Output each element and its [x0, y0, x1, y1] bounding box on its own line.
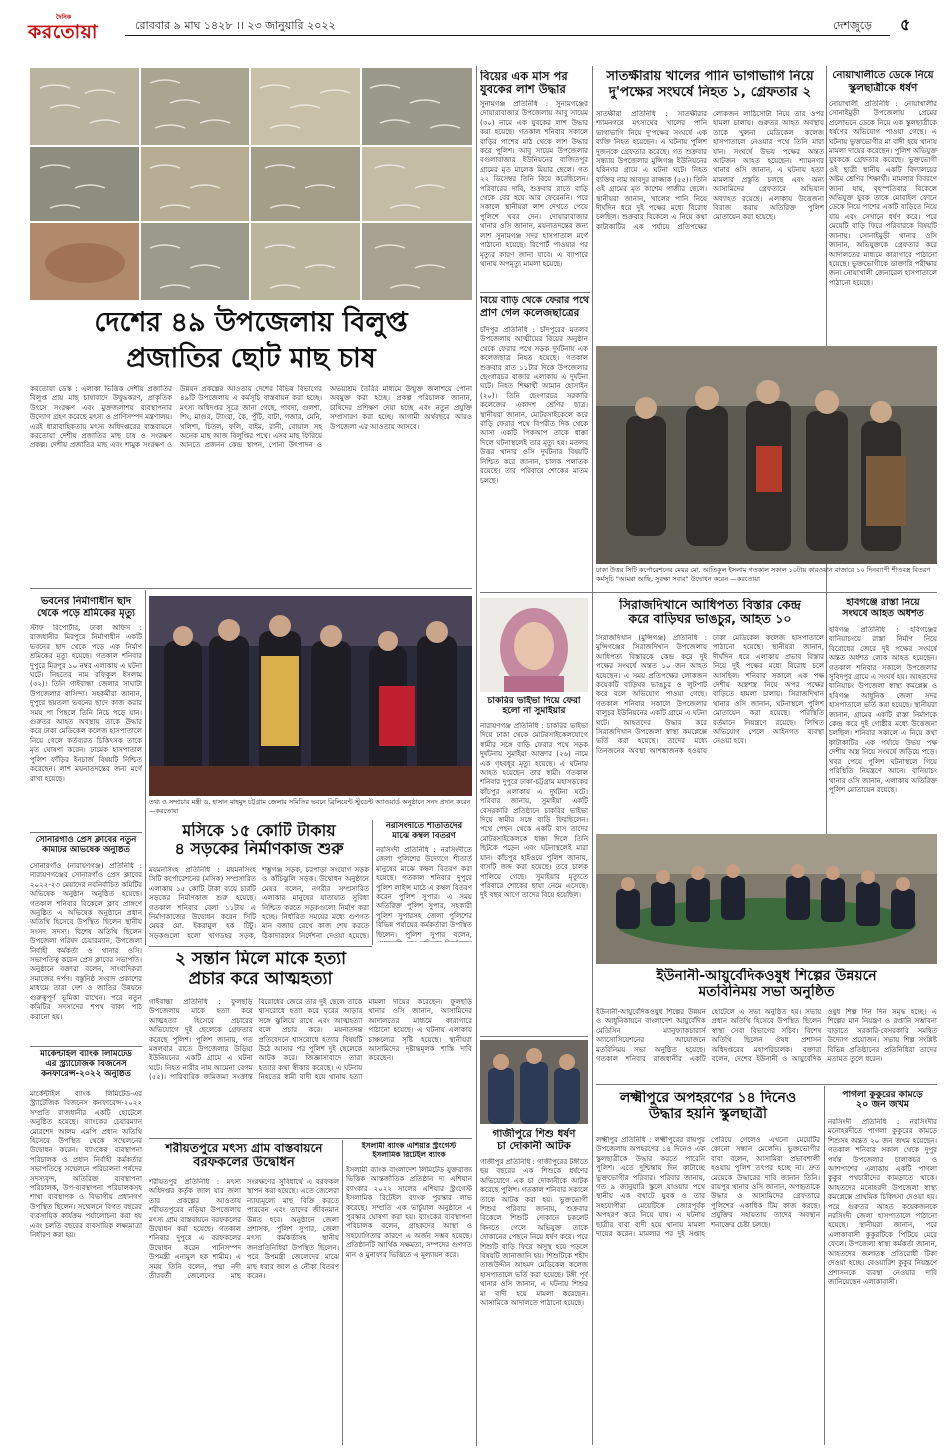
gazipur-photo	[480, 1040, 588, 1124]
ceremony-photo-caption: তথ্য ও সম্প্রচার মন্ত্রী ড. হাসান মাহমুদ চট্টগ্রাম জেলার সমিতির ভবনে ব্রিলিয়েন্ট স্টুডেন্ট অ্যাওয়ার্ড অনুষ্ঠানে সনদ প্রদান করেন —করতোয়া	[149, 798, 471, 815]
blanket-article-body: নরসিংদী প্রতিনিধি : নরসিংদীতে জেলা পুলিশের উদ্যোগে শীতার্ত মানুষের মাঝে কম্বল বিতরণ করা হয়েছে। গতকাল শনিবার দুপুরে পুলিশ লাইন্স মাঠে এ কম্বল বিতরণ করেন পুলিশ সুপার। এ সময় অতিরিক্ত পুলিশ সুপার, সহকারী পুলিশ সুপারসহ জেলা পুলিশের বিভিন্ন পর্যায়ের কর্মকর্তারা উপস্থিত ছিলেন। পুলিশ সুপার বলেন,	[376, 846, 472, 939]
divider	[596, 1084, 937, 1085]
habiganj-headline-line2: সংঘর্ষে আহত অর্ধশত	[842, 608, 924, 619]
unani-headline-line1: ইউনানী-আয়ুর্বেদিকওষুধ শিল্পের উন্নয়নে	[656, 968, 877, 984]
divider	[480, 592, 937, 593]
sonargaon-headline-line1: সোনারগাঁও প্রেস ক্লাবের নতুন	[35, 836, 137, 845]
gazipur-article-body: গাজীপুর প্রতিনিধি : গাজীপুরের টঙ্গীতে ছয় বছরের এক শিশুকে ধর্ষণের অভিযোগে এক চা দোকানীকে আটক করেছে পুলিশ। গতকাল শনিবার সকালে তাকে আটক করা হয়। ভুক্তভোগী শিশুর পরিবার জানায়, শুক্রবার বিকেলে শিশুটি দোকানে চকলেট কিনতে গেলে অভিযুক্ত তাকে দোকানের পেছনে নিয়ে ধর্ষণ করে। পরে শিশুটি বাড়ি ফিরে অসুস্থ হয়ে পড়লে বিষয়টি জানাজানি হয়। শিশুটিকে শহীদ তাজউদ্দীন আহমদ মেডিকেল কলেজ হাসপাতালে ভর্তি করা হয়েছে। টঙ্গী পূর্ব থানার ওসি জানান, এ ঘটনায় শিশুর মা বাদী হয়ে মামলা করেছেন। আসামিকে আদালতে পাঠানো হয়েছে।	[480, 1158, 588, 1308]
meeting-photo-image	[596, 834, 937, 964]
gazipur-headline-line2: চা দোকানী আটক	[497, 1140, 571, 1153]
road-headline-line2: ৪ সড়কের নির্মাণকাজ শুরু	[174, 840, 344, 859]
dhaka-photo-image	[596, 346, 937, 564]
fish-collage-image	[30, 68, 472, 300]
sumaiya-photo	[480, 598, 588, 692]
satkhira-headline-line1: সাতক্ষীরায় খালের পানি ভাগাভাগি নিয়ে	[606, 70, 814, 84]
bride-headline-line1: বিয়ে বাড়ি থেকে ফেরার পথে	[480, 296, 590, 306]
divider	[592, 66, 593, 606]
mercantile-article-body: মার্কেন্টাইল ব্যাংক লিমিটেড-এর স্ট্র্যাটেজিক বিজনেস কনফারেন্স-২০২২ সম্প্রতি রাজধানীর একটি হোটেলে অনুষ্ঠিত হয়েছে। ব্যাংকের চেয়ারম্যান মোরশেদ আলম এমপি প্রধান অতিথি হিসেবে উপস্থিত থেকে সম্মেলনের উদ্বোধন করেন। ব্যাংকের ব্যবস্থাপনা পরিচালক ও প্রধান নির্বাহী কর্মকর্তার সভাপতিত্বে সম্মেলনে পরিচালনা পর্ষদের সদস্যবৃন্দ, অতিরিক্ত ব্যবস্থাপনা পরিচালক, উপ-ব্যবস্থাপনা পরিচালকসহ শাখা ব্যবস্থাপক ও বিভাগীয় প্রধানগণ উপস্থিত ছিলেন। সম্মেলনে বিগত বছরের ব্যবসায়িক কার্যক্রম পর্যালোচনা করা হয় এবং চলতি বছরের ব্যবসায়িক লক্ষ্যমাত্রা নির্ধারণ করা হয়।	[30, 1090, 142, 1240]
divider	[480, 292, 590, 293]
lakshmipur-headline-line2: উদ্ধার হয়নি স্কুলছাত্রী	[649, 1106, 767, 1123]
shariatpur-article-body: শরীয়তপুর প্রতিনিধি : মৎস্য অধিদপ্তর কর্তৃক জাল যার জলা তার প্রকল্পের আওতায় শরীয়তপুরের নড়িয়া উপজেলায় মৎস্য গ্রাম বাস্তবায়নে বরফকলের উদ্বোধন করা হয়েছে। গতকাল শনিবার দুপুরে এ বরফকলের উদ্বোধন করেন পানিসম্পদ উপমন্ত্রী এনামুল হক শামীম। এ সময় তিনি বলেন, পদ্মা নদী তীরবর্তী জেলেদের মাছ সংরক্ষণের সুবিধার্থে এ বরফকল স্থাপন করা হয়েছে। এতে জেলেরা ন্যায্যমূল্যে মাছ বিক্রি করতে পারবেন এবং তাদের জীবনমান উন্নত হবে। অনুষ্ঠানে জেলা প্রশাসক, পুলিশ সুপার, জেলা মৎস্য কর্মকর্তাসহ স্থানীয় জনপ্রতিনিধিরা উপস্থিত ছিলেন। পরে উপমন্ত্রী জেলেদের মাঝে মাছ ধরার জাল ও নৌকা বিতরণ করেন।	[149, 1178, 339, 1281]
murder-headline-line2: যুবকের লাশ উদ্ধার	[480, 83, 566, 97]
shariatpur-headline-line1: শরীয়তপুরে মৎস্য গ্রাম বাস্তবায়নে	[165, 1142, 323, 1155]
divider	[826, 594, 827, 854]
suicide-headline	[149, 950, 372, 989]
murder-headline-line1: বিয়ের এক মাস পর	[480, 70, 568, 83]
unani-headline-line2: মতবিনিময় সভা অনুষ্ঠিত	[698, 984, 835, 1001]
bride-headline	[480, 296, 590, 319]
sirajdikhan-headline-line1: সিরাজদিখানে আধিপত্য বিস্তার কেন্দ্র	[619, 598, 801, 612]
blanket-headline-line1: নরসিংদীতে শীতার্তদের	[385, 822, 463, 831]
lakshmipur-headline	[596, 1090, 820, 1122]
shariatpur-headline	[149, 1142, 339, 1171]
meeting-photo	[596, 834, 937, 964]
masthead-logo	[28, 12, 118, 42]
divider	[372, 820, 373, 945]
page-number: ৫	[900, 15, 911, 34]
islami-headline-line1: ইসলামী ব্যাংক এশিয়ার স্ট্রংগেস্ট	[361, 1142, 457, 1150]
suicide-girl-headline	[480, 696, 588, 717]
habiganj-headline-line1: হবিগঞ্জে রাস্তা নিয়ে	[846, 598, 920, 608]
road-headline-line1: মসিকে ১৫ কোটি টাকায়	[182, 822, 336, 840]
ceremony-photo-image	[149, 596, 472, 796]
fish-headline	[30, 305, 472, 377]
shariatpur-headline-line2: বরফকলের উদ্বোধন	[193, 1155, 295, 1170]
road-article-body: ময়মনসিংহ প্রতিনিধি : ময়মনসিংহ সিটি কর্পোরেশনের (মসিক) সম্প্রসারিত এলাকায় ১৫ কোটি টাকা ব্যয়ে চারটি সড়কের নির্মাণকাজ শুরু হয়েছে। গতকাল শনিবার বেলা ১১টায় এ নির্মাণকাজের উদ্বোধন করেন সিটি মেয়র মো. ইকরামুল হক টিটু। সড়কগুলো হলো খাগডহর সড়ক, শম্ভুগঞ্জ সড়ক, চরপাড়া সংযোগ সড়ক ও কাঁচিঝুলি সড়ক। উদ্বোধন অনুষ্ঠানে মেয়র বলেন, নগরীর সম্প্রসারিত এলাকার মানুষের যাতায়াত সুবিধা নিশ্চিত করতে সড়কগুলো নির্মাণ করা হচ্ছে। নির্ধারিত সময়ের মধ্যে গুণগত মান বজায় রেখে কাজ শেষ করতে ঠিকাদারদের নির্দেশনা দেওয়া হয়েছে।	[149, 866, 369, 940]
dog-headline	[828, 1090, 937, 1111]
dhaka-photo-caption: ঢাকা উত্তর সিটি কর্পোরেশনের মেয়র মো. আতিকুল ইসলাম গতকাল সকাল ১০টায় কারওয়ান বাজারে ১০ দিনব্যাপী শীতবস্ত্র বিতরণ কর্মসূচি "আমরা আছি, সুরক্ষা সবার" উদ্বোধন করেন —করতোয়া	[596, 566, 931, 583]
divider	[342, 1140, 343, 1445]
noakhali-headline-line2: স্কুলছাত্রীকে ধর্ষণ	[848, 81, 918, 94]
fish-article-body: করতোয়া ডেস্ক : এলাকা ভিত্তিক দেশীয় প্রজাতির বিলুপ্ত প্রায় মাছ চাষাবাদে উদ্বুদ্ধকরণ, প্রাকৃতিক উৎসে সংরক্ষণ এবং মুক্তজলাশয় ব্যবস্থাপনার উদ্যোগ গ্রহণ করেছে মৎস্য ও প্রাণিসম্পদ মন্ত্রণালয়। এরই ধারাবাহিকতায় মৎস্য অধিদপ্তরের বাস্তবায়নে করতোয়া দেশীয় প্রজাতির মাছ চাষ ও সংরক্ষণ প্রকল্প। দেশীয় প্রজাতির মাছ এবং শামুক সংরক্ষণ ও উন্নয়ন প্রকল্পের আওতায় দেশের বিভিন্ন বিভাগের ৪৯টি উপজেলায় এ কর্মসূচি বাস্তবায়ন করা হচ্ছে। মৎস্য অধিদপ্তর সূত্রে জানা গেছে, পাবদা, গুলশা, শিং, মাগুর, ট্যাংরা, কৈ, পুঁটি, বাটা, গজার, মেনি, খলিশা, চিতল, ফলি, বাইম, রানী, বোয়াল সহ অনেক মাছ আজ বিলুপ্তির পথে। এসব মাছ ফিরিয়ে আনতে প্রজনন কেন্দ্র স্থাপন, পোনা উৎপাদন ও অভয়াশ্রম তৈরির মাধ্যমে উন্মুক্ত জলাশয়ে পোনা অবমুক্ত করা হচ্ছে। প্রকল্প পরিচালক জানান, চাষিদের প্রশিক্ষণ দেয়া হচ্ছে এবং নতুন প্রযুক্তি সম্প্রসারণ করা হচ্ছে। আগামী অর্থবছরে আরও উপজেলা এর আওতায় আসবে।	[30, 385, 472, 450]
divider	[592, 594, 593, 1445]
fish-collage	[30, 68, 472, 300]
sonargaon-headline	[30, 836, 142, 856]
divider	[480, 1036, 588, 1037]
dog-headline-line2: ২০ জন জখম	[855, 1100, 910, 1111]
ceremony-photo	[149, 596, 472, 796]
divider	[30, 832, 142, 833]
mercantile-headline-line3: কনফারেন্স-২০২২ অনুষ্ঠিত	[41, 1069, 131, 1079]
blanket-headline	[376, 822, 472, 842]
issue-date: রোববার ৯ মাঘ ১৪২৮ ।। ২৩ জানুয়ারি ২০২২	[135, 19, 336, 32]
bride-headline-line2: প্রাণ গেল কলেজছাত্রের	[480, 306, 580, 319]
mercantile-headline-line2: এর স্ট্র্যাটেজিক বিজনেস	[45, 1059, 127, 1069]
suicide-article-body: গাইবান্ধা প্রতিনিধি : ফুলছড়ি উপজেলায় মাকে হত্যা করে আত্মহত্যা হিসেবে প্রচারের অভিযোগে দুই ছেলেকে গ্রেফতার করেছে পুলিশ। পুলিশ জানায়, গত মঙ্গলবার রাতে উপজেলার উড়িয়া ইউনিয়নের একটি গ্রামে এ ঘটনা ঘটে। নিহত নারীর নাম আমেনা বেগম (৫৫)। পারিবারিক জমিজমা সংক্রান্ত বিরোধের জেরে তার দুই ছেলে তাকে শ্বাসরোধে হত্যা করে ঘরের আড়ার সঙ্গে ঝুলিয়ে রাখে এবং আত্মহত্যা বলে প্রচার করে। ময়নাতদন্ত প্রতিবেদনে শ্বাসরোধে হত্যার বিষয়টি উঠে আসার পর পুলিশ দুই ছেলেকে আটক করে। জিজ্ঞাসাবাদে তারা হত্যার কথা স্বীকার করেছে। এ ঘটনায় নিহতের স্বামী বাদী হয়ে থানায় হত্যা মামলা দায়ের করেছেন। ফুলছড়ি থানার ওসি জানান, আসামিদের আদালতের মাধ্যমে কারাগারে পাঠানো হয়েছে। এ ঘটনায় এলাকায় চাঞ্চল্যের সৃষ্টি হয়েছে। স্থানীয়রা আসামিদের দৃষ্টান্তমূলক শাস্তি দাবি করেছেন।	[149, 998, 472, 1082]
satkhira-article-body: সাতক্ষীরা প্রতিনিধি : সাতক্ষীরার শ্যামনগরে মৎস্যঘের খালের পানি ভাগাভাগি নিয়ে দু'পক্ষের সংঘর্ষে এক ব্যক্তি নিহত হয়েছেন। এ ঘটনায় পুলিশ দুজনকে গ্রেফতার করেছে। গত শুক্রবার সন্ধ্যায় উপজেলার মুন্সিগঞ্জ ইউনিয়নের হরিনগর গ্রামে এ ঘটনা ঘটে। নিহত ব্যক্তির নাম আবদুর রাজ্জাক (৫৫)। তিনি ওই গ্রামের মৃত কাশেম গাজীর ছেলে। স্থানীয়রা জানান, খালের পানি নিয়ে দীর্ঘদিন ধরে দুই পক্ষের মধ্যে বিরোধ চলছিল। শুক্রবার বিকেলে এ নিয়ে কথা কাটাকাটির এক পর্যায়ে প্রতিপক্ষের লোকজন লাঠিসোটা নিয়ে তার ওপর হামলা চালায়। গুরুতর আহত অবস্থায় তাকে খুলনা মেডিকেল কলেজ হাসপাতালে নেওয়ার পথে তিনি মারা যান। সংঘর্ষে উভয় পক্ষের অন্তত আটজন আহত হয়েছেন। শ্যামনগর থানার ওসি জানান, এ ঘটনায় হত্যা মামলার প্রস্তুতি চলছে এবং অন্য আসামিদের গ্রেফতারে অভিযান অব্যাহত রয়েছে। এলাকায় উত্তেজনা বিরাজ করায় অতিরিক্ত পুলিশ মোতায়েন করা হয়েছে।	[596, 110, 824, 231]
sirajdikhan-headline	[596, 598, 824, 627]
worker-headline-line1: ভবনের নির্মাণাধীন ছাদ	[40, 596, 132, 607]
islami-article-body: ইসলামী ব্যাংক বাংলাদেশ লিমিটেড যুক্তরাজ্য ভিত্তিক আন্তর্জাতিক প্রতিষ্ঠান দ্য এশিয়ান ব্যাংকার ২০২২ সালের এশিয়ার স্ট্রংগেস্ট ইসলামিক রিটেইল ব্যাংক পুরস্কার লাভ করেছে। সম্প্রতি এক ভার্চুয়াল অনুষ্ঠানে এ পুরস্কার ঘোষণা করা হয়। ব্যাংকের ব্যবস্থাপনা পরিচালক বলেন, গ্রাহকদের আস্থা ও সহযোগিতার কারণে এ অর্জন সম্ভব হয়েছে। প্রতিষ্ঠানটি আর্থিক সক্ষমতা, সম্পদের গুণগত মান ও মুনাফার ভিত্তিতে এ মূল্যায়ন করে।	[346, 1166, 472, 1259]
divider	[149, 946, 372, 947]
noakhali-headline-line1: নোয়াখালীতে ডেকে নিয়ে	[832, 70, 934, 81]
lakshmipur-headline-line1: লক্ষ্মীপুরে অপহরণের ১৪ দিনেও	[619, 1090, 797, 1106]
worker-headline-line2: থেকে পড়ে শ্রমিকের মৃত্যু	[36, 607, 136, 619]
divider	[824, 1086, 825, 1445]
sirajdikhan-headline-line2: করে বাড়িঘর ভাঙচুর, আহত ১০	[628, 612, 792, 627]
divider	[30, 1046, 142, 1047]
satkhira-headline	[596, 70, 824, 100]
dog-article-body: নরসিংদী প্রতিনিধি : নরসিংদীর মনোহরদীতে পাগলা কুকুরের কামড়ে শিশুসহ অন্তত ২০ জন জখম হয়েছেন। গতকাল শনিবার সকাল থেকে দুপুর পর্যন্ত উপজেলার চালাকচর ও আশপাশের এলাকায় একটি পাগলা কুকুর পথচারীদের কামড়াতে থাকে। আহতদের মনোহরদী উপজেলা স্বাস্থ্য কমপ্লেক্সে প্রাথমিক চিকিৎসা দেওয়া হয়। পরে গুরুতর আহত কয়েকজনকে নরসিংদী জেলা হাসপাতালে পাঠানো হয়েছে। স্থানীয়রা জানান, পরে এলাকাবাসী কুকুরটিকে পিটিয়ে মেরে ফেলে। উপজেলা স্বাস্থ্য কর্মকর্তা জানান, আহতদের জলাতঙ্ক প্রতিরোধী টিকা দেওয়া হচ্ছে। বেওয়ারিশ কুকুর নিয়ন্ত্রণে প্রশাসনকে ব্যবস্থা নেওয়ার দাবি জানিয়েছেন এলাকাবাসী।	[828, 1118, 937, 1286]
unani-headline	[596, 968, 937, 1000]
masthead	[0, 0, 945, 62]
sumaiya-photo-image	[480, 598, 588, 692]
murder-article-body: সুনামগঞ্জ প্রতিনিধি : সুনামগঞ্জের দোয়ারাবাজার উপজেলায় আবু সায়েম (৩০) নামে এক যুবকের লাশ উদ্ধার করা হয়েছে। গতকাল শনিবার সকালে বাড়ির পাশের মাঠ থেকে লাশ উদ্ধার করে পুলিশ। আবু সায়েম উপজেলার বগুলাবাজার ইউনিয়নের বাজিতপুর গ্রামের মৃত মালেক মিয়ার ছেলে। গত ২২ ডিসেম্বর তিনি বিয়ে করেছিলেন। পরিবারের দাবি, শুক্রবার রাতে বাড়ি থেকে বের হয়ে আর ফেরেননি। পরে সকালে স্থানীয়রা লাশ দেখতে পেয়ে পুলিশে খবর দেন। দোয়ারাবাজার থানার ওসি জানান, ময়নাতদন্তের জন্য লাশ সুনামগঞ্জ সদর হাসপাতাল মর্গে পাঠানো হয়েছে। রিপোর্ট পাওয়ার পর মৃত্যুর কারণ জানা যাবে। এ ব্যাপারে থানায় অপমৃত্যু মামলা হয়েছে।	[480, 100, 588, 268]
mercantile-headline	[30, 1050, 142, 1079]
dhaka-photo	[596, 346, 937, 564]
section-name: দেশজুড়ে	[833, 19, 872, 32]
suicide-girl-article-body: নারায়ণগঞ্জ প্রতিনিধি : চাকরির ভাইভা দিয়ে ঢাকা থেকে মোটরসাইকেলযোগে স্বামীর সঙ্গে বাড়ি ফেরার পথে সড়ক দুর্ঘটনায় সুমাইয়া আক্তার (২৬) নামে এক গৃহবধূর মৃত্যু হয়েছে। এ ঘটনায় আহত হয়েছেন তার স্বামী। গতকাল শনিবার দুপুরে ঢাকা-চট্টগ্রাম মহাসড়কের কাঁচপুর এলাকায় এ দুর্ঘটনা ঘটে। পরিবার জানায়, সুমাইয়া একটি বেসরকারি প্রতিষ্ঠানে চাকরির ভাইভা দিয়ে স্বামীর সঙ্গে বাড়ি ফিরছিলেন। পথে পেছন থেকে একটি বাস তাদের মোটরসাইকেলকে ধাক্কা দিলে তিনি ছিটকে পড়েন এবং ঘটনাস্থলেই মারা যান। কাঁচপুর হাইওয়ে পুলিশ জানায়, বাসটি জব্দ করা হয়েছে। তবে চালক পালিয়ে গেছে। সুমাইয়ার মৃত্যুতে পরিবারে শোকের ছায়া নেমে এসেছে। দুই বছর আগে তাদের বিয়ে হয়েছিল।	[480, 722, 588, 900]
habiganj-headline	[829, 598, 937, 620]
lakshmipur-article-body: লক্ষ্মীপুর প্রতিনিধি : লক্ষ্মীপুরের রায়পুর উপজেলায় অপহরণের ১৪ দিনেও এক স্কুলছাত্রীকে উদ্ধার করতে পারেনি পুলিশ। এতে দুশ্চিন্তায় দিন কাটাচ্ছে ভুক্তভোগীর পরিবার। পরিবার জানায়, গত ৯ জানুয়ারি স্কুলে যাওয়ার পথে স্থানীয় এক বখাটে যুবক ও তার সহযোগীরা মেয়েটিকে জোরপূর্বক অপহরণ করে নিয়ে যায়। এ ঘটনায় ছাত্রীর বাবা বাদী হয়ে থানায় মামলা দায়ের করেন। মামলার পর দুই সপ্তাহ পেরিয়ে গেলেও এখনো মেয়েটির কোনো সন্ধান মেলেনি। ভুক্তভোগীর বাবা বলেন, আসামিরা প্রভাবশালী হওয়ায় পুলিশ তৎপর হচ্ছে না। দ্রুত মেয়েকে উদ্ধারের দাবি জানান তিনি। রায়পুর থানার ওসি জানান, অপহৃতাকে উদ্ধার ও আসামিদের গ্রেফতারে পুলিশের একাধিক টিম কাজ করছে। প্রযুক্তির সহায়তায় তাদের অবস্থান শনাক্তের চেষ্টা চলছে।	[596, 1136, 820, 1239]
fish-headline-line1: দেশের ৪৯ উপজেলায় বিলুপ্ত	[94, 307, 408, 338]
noakhali-article-body: নোয়াখালী প্রতিনিধি : নোয়াখালীর সোনাইমুড়ী উপজেলায় প্রেমের প্রলোভনে ডেকে নিয়ে এক স্কুলছাত্রীকে ধর্ষণের অভিযোগ পাওয়া গেছে। এ ঘটনায় ভুক্তভোগীর মা বাদী হয়ে থানায় মামলা দায়ের করেছেন। পুলিশ অভিযুক্ত যুবককে গ্রেফতার করেছে। ভুক্তভোগী ওই ছাত্রী স্থানীয় একটি বিদ্যালয়ের অষ্টম শ্রেণির শিক্ষার্থী। মামলার বিবরণে জানা যায়, বৃহস্পতিবার বিকেলে অভিযুক্ত যুবক তাকে মোবাইল ফোনে ডেকে নিয়ে পাশের একটি বাড়িতে নিয়ে যায় এবং সেখানে ধর্ষণ করে। পরে মেয়েটি বাড়ি ফিরে পরিবারকে বিষয়টি জানায়। সোনাইমুড়ী থানার ওসি জানান, অভিযুক্তকে গ্রেফতার করে আদালতের মাধ্যমে কারাগারে পাঠানো হয়েছে। ভুক্তভোগীকে ডাক্তারি পরীক্ষার জন্য নোয়াখালী জেনারেল হাসপাতালে পাঠানো হয়েছে।	[829, 100, 937, 287]
satkhira-headline-line2: দু'পক্ষের সংঘর্ষে নিহত ১, গ্রেফতার ২	[608, 84, 812, 100]
unani-article-body: ইউনানী-আয়ুর্বেদিকওষুধ শিল্পের উন্নয়ন ও আধুনিকায়নে বাংলাদেশ আয়ুর্বেদিক মেডিসিন ম্যানুফ্যাকচারার্স অ্যাসোসিয়েশনের আয়োজনে মতবিনিময় সভা অনুষ্ঠিত হয়েছে। গতকাল শনিবার রাজধানীর একটি হোটেলে এ সভা অনুষ্ঠিত হয়। সভায় প্রধান অতিথি হিসেবে উপস্থিত ছিলেন স্বাস্থ্য সেবা বিভাগের সচিব। বিশেষ অতিথি ছিলেন ঔষধ প্রশাসন অধিদপ্তরের মহাপরিচালক। বক্তারা বলেন, দেশের ইউনানী ও আয়ুর্বেদিক ওষুধ শিল্প দিন দিন সমৃদ্ধ হচ্ছে। এ শিল্পের মান নিয়ন্ত্রণ ও রপ্তানি সম্ভাবনা বাড়াতে সরকারি-বেসরকারি সমন্বিত উদ্যোগ প্রয়োজন। সভায় শিল্প সংশ্লিষ্ট বিভিন্ন প্রতিষ্ঠানের প্রতিনিধিরা তাদের মতামত তুলে ধরেন।	[596, 1008, 937, 1064]
divider	[145, 590, 146, 945]
sonargaon-article-body: সোনারগাঁও (নারায়ণগঞ্জ) প্রতিনিধি : নারায়ণগঞ্জের সোনারগাঁও প্রেস ক্লাবের ২০২২-২৩ মেয়াদের নবনির্বাচিত কমিটির অভিষেক অনুষ্ঠান অনুষ্ঠিত হয়েছে। গতকাল শনিবার বিকেলে ক্লাব প্রাঙ্গণে অনুষ্ঠিত এ অভিষেক অনুষ্ঠানে প্রধান অতিথি হিসেবে উপস্থিত ছিলেন স্থানীয় সংসদ সদস্য। বিশেষ অতিথি ছিলেন উপজেলা পরিষদ চেয়ারম্যান, উপজেলা নির্বাহী কর্মকর্তা ও থানার ওসি। সভাপতিত্ব করেন প্রেস ক্লাবের সভাপতি। অনুষ্ঠানে বক্তারা বলেন, সাংবাদিকরা সমাজের দর্পণ। বস্তুনিষ্ঠ সংবাদ প্রকাশের মাধ্যমে তারা দেশ ও জাতির উন্নয়নে গুরুত্বপূর্ণ ভূমিকা রাখেন। পরে নতুন কমিটির সদস্যদের শপথ বাক্য পাঠ করানো হয়।	[30, 862, 142, 1021]
road-headline	[149, 822, 369, 859]
noakhali-headline	[829, 70, 937, 94]
dog-headline-line1: পাগলা কুকুরের কামড়ে	[842, 1090, 923, 1100]
divider	[476, 66, 477, 1446]
divider	[149, 1138, 472, 1139]
murder-headline	[480, 70, 588, 96]
suicide-headline-line1: ২ সন্তান মিলে মাকে হত্যা	[174, 950, 347, 969]
worker-article-body: স্টাফ রিপোর্টার, ঢাকা অফিস : রাজধানীর মিরপুরে নির্মাণাধীন একটি ভবনের ছাদ থেকে পড়ে এক নির্মাণ শ্রমিকের মৃত্যু হয়েছে। গতকাল শনিবার দুপুরে মিরপুর ১০ নম্বর এলাকায় এ ঘটনা ঘটে। নিহতের নাম রফিকুল ইসলাম (৩২)। তিনি গাইবান্ধা জেলার সাঘাটা উপজেলার বাসিন্দা। সহকর্মীরা জানান, দুপুরে ছয়তলা ভবনের ছাদে কাজ করার সময় পা পিছলে তিনি নিচে পড়ে যান। গুরুতর আহত অবস্থায় তাকে উদ্ধার করে ঢাকা মেডিকেল কলেজ হাসপাতালে নিয়ে গেলে কর্তব্যরত চিকিৎসক তাকে মৃত ঘোষণা করেন। ঢামেক হাসপাতাল পুলিশ ফাঁড়ির ইনচার্জ বিষয়টি নিশ্চিত করেছেন। লাশ ময়নাতদন্তের জন্য মর্গে রাখা হয়েছে।	[30, 624, 142, 783]
islami-headline-line2: ইসলামিক রিটেইল ব্যাংক	[372, 1150, 446, 1159]
habiganj-article-body: হবিগঞ্জ প্রতিনিধি : হবিগঞ্জের বানিয়াচংয়ে রাস্তা নির্মাণ নিয়ে বিরোধের জেরে দুই পক্ষের সংঘর্ষে অন্তত অর্ধশত লোক আহত হয়েছেন। গতকাল শনিবার সকালে উপজেলার সুবিদপুর গ্রামে এ সংঘর্ষ হয়। আহতদের বানিয়াচং উপজেলা স্বাস্থ্য কমপ্লেক্স ও হবিগঞ্জ আধুনিক জেলা সদর হাসপাতালে ভর্তি করা হয়েছে। স্থানীয়রা জানান, গ্রামের একটি রাস্তা নির্মাণকে কেন্দ্র করে দুই গোষ্ঠীর মধ্যে উত্তেজনা চলছিল। শনিবার সকালে এ নিয়ে কথা কাটাকাটির এক পর্যায়ে উভয় পক্ষ দেশীয় অস্ত্র নিয়ে সংঘর্ষে জড়িয়ে পড়ে। খবর পেয়ে পুলিশ ঘটনাস্থলে গিয়ে পরিস্থিতি নিয়ন্ত্রণে আনে। বানিয়াচং থানার ওসি জানান, এলাকায় অতিরিক্ত পুলিশ মোতায়েন রয়েছে।	[829, 626, 937, 794]
worker-headline	[30, 596, 142, 619]
sonargaon-headline-line2: কমিটির অভিষেক অনুষ্ঠিত	[42, 845, 130, 855]
gazipur-photo-image	[480, 1040, 588, 1124]
mercantile-headline-line1: মার্কেন্টাইল ব্যাংক লিমিটেড	[40, 1050, 132, 1059]
bride-article-body: চাঁদপুর প্রতিনিধি : চাঁদপুরের মতলব উপজেলায় আত্মীয়ের বিয়ের অনুষ্ঠান থেকে ফেরার পথে সড়ক দুর্ঘটনায় এক কলেজছাত্র নিহত হয়েছে। গতকাল শুক্রবার রাত ১১টার দিকে উপজেলার ছেংগারচর বাজার এলাকায় এ দুর্ঘটনা ঘটে। নিহত শিক্ষার্থী আমান হোসাইন (২০)। তিনি ছেংগারচর সরকারি কলেজের একাদশ শ্রেণির ছাত্র। স্থানীয়রা জানান, মোটরসাইকেলে করে বাড়ি ফেরার পথে বিপরীত দিক থেকে আসা একটি পিকআপ তাকে ধাক্কা দিলে ঘটনাস্থলেই তার মৃত্যু হয়। মতলব উত্তর থানার ওসি দুর্ঘটনার বিষয়টি নিশ্চিত করে জানান, চালক পলাতক রয়েছে। তার পরিবারে শোকের মাতম চলছে।	[480, 326, 588, 485]
gazipur-headline	[480, 1128, 588, 1152]
divider	[30, 588, 472, 589]
gazipur-headline-line1: গাজীপুরে শিশু ধর্ষণ	[492, 1128, 576, 1140]
suicide-girl-headline-line2: হলো না সুমাইয়ার	[502, 706, 566, 717]
blanket-headline-line2: মাঝে কম্বল বিতরণ	[392, 831, 456, 841]
paper-name: করতোয়া	[28, 21, 98, 43]
suicide-headline-line2: প্রচার করে আত্মহত্যা	[188, 969, 333, 989]
fish-headline-line2: প্রজাতির ছোট মাছ চাষ	[126, 343, 376, 374]
islami-headline	[346, 1142, 472, 1159]
suicide-girl-headline-line1: চাকরির ভাইভা দিয়ে ফেরা	[487, 696, 581, 706]
sirajdikhan-article-body: সিরাজদিখান (মুন্সিগঞ্জ) প্রতিনিধি : মুন্সিগঞ্জের সিরাজদিখান উপজেলায় আধিপত্য বিস্তারকে কেন্দ্র করে দুই পক্ষের সংঘর্ষে অন্তত ১০ জন আহত হয়েছেন। এ সময় প্রতিপক্ষের লোকজন কয়েকটি বাড়িঘর ভাঙচুর ও লুটপাট করে বলে অভিযোগ পাওয়া গেছে। গতকাল শনিবার সকালে উপজেলার বালুচর ইউনিয়নের একটি গ্রামে এ ঘটনা ঘটে। আহতদের উদ্ধার করে সিরাজদিখান উপজেলা স্বাস্থ্য কমপ্লেক্সে ভর্তি করা হয়েছে। তাদের মধ্যে তিনজনের অবস্থা আশঙ্কাজনক হওয়ায় ঢাকা মেডিকেল কলেজ হাসপাতালে পাঠানো হয়েছে। স্থানীয়রা জানান, দীর্ঘদিন ধরে এলাকায় প্রভাব বিস্তার নিয়ে দুই পক্ষের মধ্যে বিরোধ চলে আসছিল। শনিবার সকালে এক পক্ষ দেশীয় অস্ত্রশস্ত্র নিয়ে অপর পক্ষের বাড়িতে হামলা চালায়। সিরাজদিখান থানার ওসি জানান, ঘটনাস্থলে পুলিশ মোতায়েন করা হয়েছে। পরিস্থিতি বর্তমানে নিয়ন্ত্রণে রয়েছে। লিখিত অভিযোগ পেলে আইনগত ব্যবস্থা নেওয়া হবে।	[596, 634, 824, 755]
paper-name-small: দৈনিক	[56, 14, 72, 21]
masthead-date-bar	[125, 14, 890, 36]
